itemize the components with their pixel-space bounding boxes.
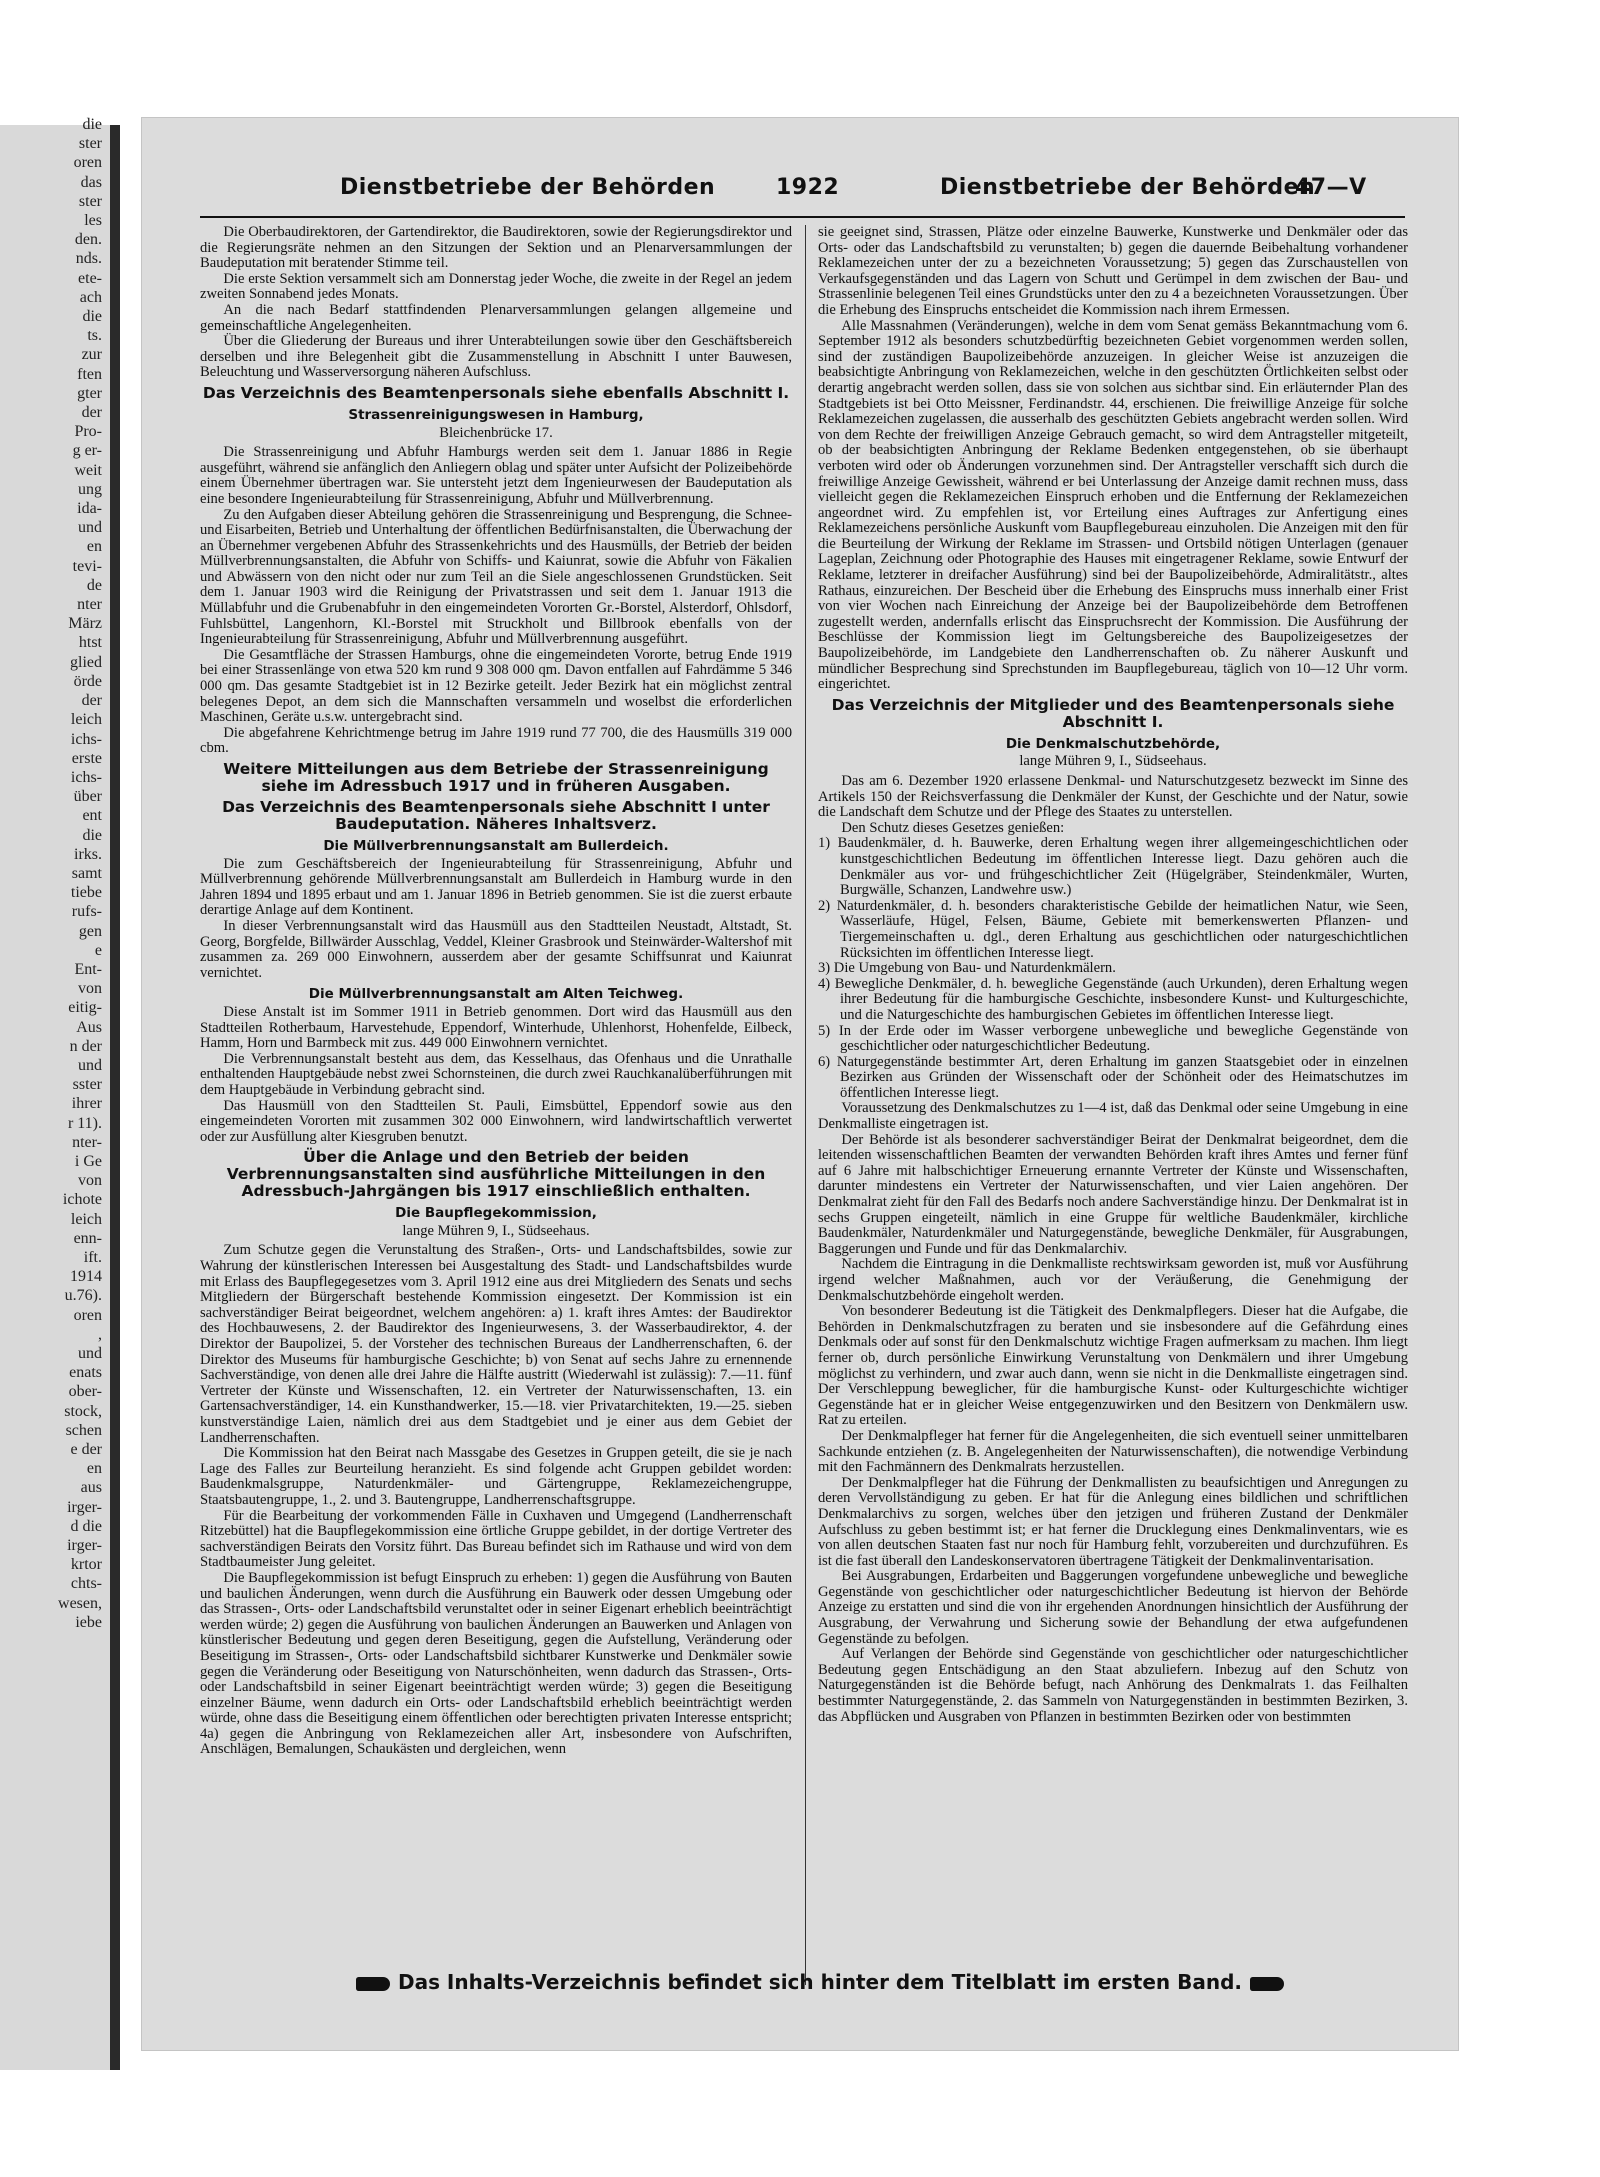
- margin-word: der: [81, 692, 102, 710]
- margin-word: von: [78, 1172, 102, 1190]
- paragraph: Der Denkmalpfleger hat ferner für die Angelegenheiten, die sich eventuell seiner unmittelbaren Sachkunde entziehen (z. B. Angelegenheiten der Naturwissenschaften), die notwendige Verbindung mit den Fachmännern des Denkmalrats herzustellen.: [818, 1427, 1408, 1476]
- paragraph: Die Baupflegekommission ist befugt Einspruch zu erheben: 1) gegen die Ausführung von Bauten und baulichen Änderungen, wenn durch die Ausführung ein Bauwerk oder dessen Umgebung oder das Strassen-, Orts- oder Landschaftsbild verunstaltet oder in seiner Eigenart erheblich beeinträchtigt werden würde; 2) gegen die Ausführung von baulichen Änderungen an Bauwerken und Anlagen von künstlerischer Bedeutung und gegen deren Beseitigung, gegen die Aufstellung, Veränderung oder Beseitigung im Strassen-, Orts- oder Landschaftsbild sichtbarer Kunstwerke und Denkmäler sowie gegen die Veränderung oder Beseitigung von Naturschönheiten, wenn dadurch das Strassen-, Orts- oder Landschaftsbild in seiner Eigenart beeinträchtigt werden würde; 3) gegen die Beseitigung einzelner Bäume, wenn dadurch ein Orts- oder Landschaftsbild erheblich beeinträchtigt werden würde, ohne dass die Beseitigung einem öffentlichen oder berechtigten privaten Interesse entspricht; 4a) gegen die Anbringung von Reklamezeichen aller Art, insbesondere von Aufschriften, Anschlägen, Bemalungen, Schaukästen und dergleichen, wenn: [200, 1569, 792, 1758]
- margin-word: sster: [72, 1076, 102, 1094]
- paragraph: Voraussetzung des Denkmalschutzes zu 1—4 ist, daß das Denkmal oder seine Umgebung in eine Denkmalliste eingetragen ist.: [818, 1100, 1408, 1133]
- margin-word: irks.: [74, 845, 102, 863]
- paragraph: Für die Bearbeitung der vorkommenden Fälle in Cuxhaven und Umgegend (Landherrenschaft Ritzebüttel) hat die Baupflegekommission eine örtliche Gruppe gebildet, in der dortige Vertreter des sachverständigen Beirats den Vorsitz führt. Das Bureau befindet sich im Rathause und wird von dem Stadtbaumeister Jung geleitet.: [200, 1507, 792, 1571]
- section-address: Bleichenbrücke 17.: [439, 424, 553, 441]
- margin-word: von: [78, 980, 102, 998]
- margin-word: Aus: [76, 1018, 102, 1036]
- margin-word: ster: [78, 192, 102, 210]
- right-column: [818, 225, 1408, 1985]
- margin-word: aus: [80, 1479, 102, 1497]
- margin-word: ift.: [83, 1248, 102, 1266]
- margin-word: stock,: [64, 1402, 102, 1420]
- paragraph: Über die Gliederung der Bureaus und ihrer Unterabteilungen sowie über den Geschäftsbereich derselben und ihre Belegenheit gibt die Zusammenstellung in Abschnitt I unter Bauwesen, Beleuchtung und Wasserversorgung näheren Aufschluss.: [200, 333, 792, 381]
- margin-word: schen: [65, 1421, 102, 1439]
- left-column: [200, 225, 792, 1985]
- margin-word: ften: [77, 365, 102, 383]
- margin-word: den.: [74, 231, 102, 249]
- margin-word: und: [78, 1056, 102, 1074]
- section-heading: Strassenreinigungswesen in Hamburg,: [348, 406, 644, 423]
- paragraph: Die Strassenreinigung und Abfuhr Hamburgs werden seit dem 1. Januar 1886 in Regie ausgeführt, während sie anfänglich den Anliegern oblag und später unter Aufsicht der Polizeibehörde einem Übernehmer übertragen war. Sie untersteht jetzt dem Ingenieurwesen der Baudeputation als eine besondere Ingenieurabteilung für Strassenreinigung, Abfuhr und Müllverbrennung.: [200, 444, 792, 507]
- margin-word: erste: [71, 749, 102, 767]
- section-address: lange Mühren 9, I., Südseehaus.: [1019, 753, 1207, 770]
- list-item: 3) Die Umgebung von Bau- und Naturdenkmälern.: [818, 960, 1116, 977]
- paragraph: Der Denkmalpfleger hat die Führung der Denkmallisten zu beaufsichtigen und Anregungen zu deren Vervollständigung zu geben. Er hat für die Anlegung eines bildlichen und schriftlichen Denkmalarchivs zu sorgen, welches über den jetzigen und früheren Zustand der Denkmäler Aufschluss zu geben bestimmt ist; er hat ferner die Drucklegung eines Denkmalinventars, wie es von allen deutschen Staaten fast nur noch für Hamburg fehlt, vorzubereiten und durchzuführen. Es ist die fast überall den Landeskonservatoren übertragene Tätigkeit der Denkmalinventarisation.: [818, 1474, 1408, 1569]
- margin-word: ida-: [77, 500, 102, 518]
- margin-word: ung: [78, 480, 102, 498]
- margin-word: tevi-: [72, 557, 102, 575]
- paragraph: Die Oberbaudirektoren, der Gartendirektor, die Baudirektoren, sowie der Regierungsdirektor und die Regierungsräte nehmen an den Sitzungen der Sektion und an Plenarversammlungen der Baudeputation mit beratender Stimme teil.: [200, 225, 792, 272]
- margin-word: gter: [77, 384, 102, 402]
- margin-word: u.76).: [64, 1287, 102, 1305]
- paragraph: Alle Massnahmen (Veränderungen), welche in dem vom Senat gemäss Bekanntmachung vom 6. September 1912 als besonders schutzbedürftig bezeichneten Gebiet vorgenommen werden sollen, sind der zuständigen Baupolizeibehörde anzuzeigen. In gleicher Weise ist anzuzeigen die beabsichtigte Anbringung von Reklamezeichen, welche in den geschützten Örtlichkeiten selbst oder derartig angebracht werden sollen, dass sie von solchen aus sichtbar sind. Ein erläuternder Plan des Stadtgebiets ist bei Otto Meissner, Ferdinandstr. 44, erschienen. Die freiwillige Anzeige für solche Reklamezeichen zugelassen, die ausserhalb des geschützten Gebiets angebracht werden sollen. Wird von dem Rechte der freiwilligen Anzeige Gebrauch gemacht, so wird dem Antragsteller mitgeteilt, ob der beabsichtigten Anbringung der Reklame Bedenken entgegenstehen, ob sie überhaupt verboten wird oder ob Änderungen vorzunehmen sind. Der Antragsteller verschafft sich durch die freiwillige Anzeige Gewissheit, während er bei Unterlassung der Anzeige damit rechnen muss, dass vielleicht gegen die Reklamezeichen Einspruch erhoben und die Entfernung der Reklamezeichen angeordnet wird. Zu empfehlen ist, vor Erteilung eines Auftrages zur Anfertigung eines Reklamezeichens persönliche Auskunft vom Baupflegebureau einzuholen. Die Anzeigen mit den für die Beurteilung der Wirkung der Reklame im Strassen- und Ortsbild nötigen Unterlagen (genauer Lageplan, Zeichnung oder Photographie des Hauses mit eingetragener Reklame, sowie Entwurf der Reklame, letzterer in dreifacher Ausführung) sind bei der Baupolizeibehörde, Admiralitätstr., altes Rathaus, einzureichen. Der Bescheid über die Erhebung des Einspruchs muss innerhalb einer Frist von vier Wochen nach Einreichung der Anzeige bei der Baupolizeibehörde dem Betroffenen zugestellt werden, andernfalls erlischt das Einspruchsrecht der Kommission. Die Ausführung der Beschlüsse der Kommission liegt im Geltungsbereiche des Baupolizeigesetzes der Baupolizeibehörde, im Landgebiete den Landherrenschaften ob. Zu näherer Auskunft und mündlicher Besprechung sind Sprechstunden im Baupflegebureau, täglich von 10—12 Uhr vorm. eingerichtet.: [818, 317, 1408, 693]
- list-item: 5) In der Erde oder im Wasser verborgene unbewegliche und bewegliche Gegenstände von geschichtlicher oder naturgeschichtlicher Bedeutung.: [818, 1022, 1408, 1055]
- header-left-title: Dienstbetriebe der Behörden: [340, 175, 716, 200]
- margin-word: irger-: [67, 1537, 102, 1555]
- paragraph: Die Gesamtfläche der Strassen Hamburgs, ohne die eingemeindeten Vororte, betrug Ende 1919 bei einer Strassenlänge von etwa 520 km rund 9 308 000 qm. Davon entfallen auf Fahrdämme 5 346 000 qm. Das gesamte Stadtgebiet ist in 12 Bezirke geteilt. Jeder Bezirk hat ein möglichst zentral belegenes Depot, an dem sich die Mannschaften versammeln und woselbst die erforderlichen Maschinen, Geräte u.s.w. untergebracht sind.: [200, 646, 792, 726]
- footer-text: Das Inhalts-Verzeichnis befindet sich hinter dem Titelblatt im ersten Band.: [397, 1970, 1243, 1994]
- margin-word: die: [82, 308, 102, 326]
- pointing-hand-icon: [1250, 1977, 1284, 1991]
- margin-word: irger-: [67, 1498, 102, 1516]
- margin-word: weit: [74, 461, 102, 479]
- header-rule: [200, 216, 1405, 218]
- margin-word: g er-: [72, 442, 102, 460]
- paragraph: Zu den Aufgaben dieser Abteilung gehören die Strassenreinigung und Besprengung, die Schnee- und Eisarbeiten, Betrieb und Unterhaltung der öffentlichen Bedürfnisanstalten, die Überwachung der an Übernehmer vergebenen Abfuhr des Strassenkehrichts und des Hausmülls, der Betrieb der beiden Müllverbrennungsanstalten, die Abfuhr von Schiffs- und Kaiunrat, sowie die Abfuhr von Fäkalien und Abwässern von den nicht oder nur zum Teil an die Siele angeschlossenen Grundstücken. Seit dem 1. Januar 1903 wird die Reinigung der Privatstrassen und seit dem 1. Januar 1913 die Müllabfuhr und die Grubenabfuhr in den eingemeindeten Vororten Gr.-Borstel, Alsterdorf, Ohlsdorf, Fuhlsbüttel, Langenhorn, Kl.-Borstel mit Struckholt und Billbrook ebenfalls von der Ingenieurabteilung für Strassenreinigung, Abfuhr und Müllverbrennung ausgeführt.: [200, 506, 792, 648]
- margin-word: nds.: [75, 250, 102, 268]
- protected-items-list: [818, 836, 1408, 1101]
- margin-word: die: [82, 826, 102, 844]
- margin-word: zur: [81, 346, 102, 364]
- margin-word: ichote: [62, 1191, 102, 1209]
- bold-notice: Weitere Mitteilungen aus dem Betriebe der Strassenreinigung siehe im Adressbuch 1917 und in früheren Ausgaben.: [223, 760, 769, 795]
- section-heading: Die Baupflegekommission,: [395, 1205, 597, 1222]
- paragraph: Der Behörde ist als besonderer sachverständiger Beirat der Denkmalrat beigeordnet, dem die leitenden wissenschaftlichen Beamten der verwandten Behörden kraft ihres Amtes und ferner fünf auf 6 Jahre mit halbschichtiger Erneuerung ernannte Vertreter der Künste und Wissenschaften, darunter mindestens ein Vertreter der Naturwissenschaften, und vier Laien angehören. Der Denkmalrat zieht für den Fall des Bedarfs noch andere Sachverständige hinzu. Der Denkmalrat ist in sechs Gruppen eingeteilt, nämlich in eine Gruppe für weltliche Baudenkmäler, kirchliche Baudenkmäler, Naturdenkmäler und Naturgegenstände, bewegliche Denkmäler, für Ausgrabungen, Baggerungen und Funde und für das Denkmalarchiv.: [818, 1131, 1408, 1257]
- margin-word: ihrer: [71, 1095, 102, 1113]
- paragraph: sie geeignet sind, Strassen, Plätze oder einzelne Bauwerke, Kunstwerke und Denkmäler oder das Orts- oder das Landschaftsbild zu verunstalten; b) gegen die dauernde Beibehaltung vorhandener Reklamezeichen unter der zu a bezeichneten Voraussetzung; 5) gegen das Zurschaustellen von Verkaufsgegenständen und das Lagern von Schutt und Gerümpel in dem zwischen der Bau- und Strassenlinie belegenen Teil eines Grundstücks unter den zu 4 a bezeichneten Voraussetzungen. Über die Erhebung des Einspruchs entscheidet die Kommission nach ihrem Ermessen.: [818, 225, 1408, 318]
- margin-word: wesen,: [58, 1594, 102, 1612]
- section-heading: Die Müllverbrennungsanstalt am Bullerdeich.: [323, 838, 669, 854]
- margin-word: eitig-: [68, 999, 102, 1017]
- margin-word: nter-: [72, 1133, 102, 1151]
- margin-word: n der: [69, 1037, 102, 1055]
- margin-word: htst: [78, 634, 102, 652]
- paragraph: Diese Anstalt ist im Sommer 1911 in Betrieb genommen. Dort wird das Hausmüll aus den Stadtteilen Rotherbaum, Harvestehude, Eppendorf, Winterhude, Uhlenhorst, Hohenfelde, Eilbeck, Hamm, Horn und Barmbeck mit zus. 449 000 Einwohnern vernichtet.: [200, 1003, 792, 1052]
- margin-word: über: [73, 788, 102, 806]
- section-heading: Die Denkmalschutzbehörde,: [1005, 735, 1221, 752]
- margin-word: ster: [78, 135, 102, 153]
- paragraph: An die nach Bedarf stattfindenden Plenarversammlungen gelangen allgemeine und gemeinschaftliche Angelegenheiten.: [200, 301, 792, 334]
- margin-word: Ent-: [74, 960, 102, 978]
- margin-word: Pro-: [74, 423, 102, 441]
- paragraph: Die erste Sektion versammelt sich am Donnerstag jeder Woche, die zweite in der Regel an jedem zweiten Sonnabend jedes Monats.: [200, 270, 792, 303]
- adjacent-page-margin-words: [2, 115, 102, 1632]
- list-item: 4) Bewegliche Denkmäler, d. h. bewegliche Gegenstände (auch Urkunden), deren Erhaltung wegen ihrer Bedeutung für die hamburgische Geschichte, insbesondere Kunst- und Kulturgeschichte, und die Naturgeschichte des hamburgischen Gebietes im öffentlichen Interesse liegt.: [818, 975, 1408, 1023]
- margin-word: d die: [70, 1517, 102, 1535]
- margin-word: ete-: [78, 269, 102, 287]
- paragraph: Bei Ausgrabungen, Erdarbeiten und Baggerungen vorgefundene unbewegliche und bewegliche Gegenstände von geschichtlicher oder naturgeschichtlicher Bedeutung ist hiervon der Behörde Anzeige zu erstatten und sind die von ihr ergehenden Anordnungen hinsichtlich der Ausführung der Ausgrabung, der Verwahrung und Sicherung sowie der Behandlung der etwa aufgefundenen Gegenstände zu befolgen.: [818, 1568, 1408, 1647]
- list-item: 2) Naturdenkmäler, d. h. besonders charakteristische Gebilde der heimatlichen Natur, wie Seen, Wasserläufe, Hügel, Felsen, Bäume, Gebiete mit bemerkenswerten Pflanzen- und Tiergemeinschaften u. dgl., deren Erhaltung aus geschichtlichen oder naturgeschichtlichen Rücksichten im öffentlichen Interesse liegt.: [818, 897, 1408, 961]
- margin-word: de: [86, 576, 102, 594]
- paragraph: Auf Verlangen der Behörde sind Gegenstände von geschichtlicher oder naturgeschichtlicher Bedeutung gegen Entschädigung an den Staat abzuliefern. Inbezug auf den Schutz von Naturgegenständen ist die Behörde befugt, nach Anhörung des Denkmalrats 1. das Feilhalten bestimmter Naturgegenstände, 2. das Sammeln von Naturgegenständen in bestimmten Bezirken, 3. das Abpflücken und Ausgraben von Pflanzen in bestimmten Bezirken oder von bestimmten: [818, 1646, 1408, 1725]
- footer-notice: [320, 1970, 1320, 1998]
- list-item: 6) Naturgegenstände bestimmter Art, deren Erhaltung im ganzen Staatsgebiet oder in einzelnen Bezirken aus Gründen der Wissenschaft oder der Schönheit oder des Heimatschutzes im öffentlichen Interesse liegt.: [818, 1053, 1408, 1101]
- paragraph: Die zum Geschäftsbereich der Ingenieurabteilung für Strassenreinigung, Abfuhr und Müllverbrennung gehörende Müllverbrennungsanstalt am Bullerdeich in Hamburg wurde in den Jahren 1894 und 1895 erbaut und am 1. Januar 1896 in Betrieb genommen. Sie ist die zuerst erbaute derartige Anlage auf dem Kontinent.: [200, 855, 792, 919]
- margin-word: les: [84, 212, 102, 230]
- margin-word: nter: [77, 596, 102, 614]
- paragraph: Den Schutz dieses Gesetzes genießen:: [841, 819, 1065, 836]
- margin-word: i Ge: [74, 1152, 102, 1170]
- margin-word: rufs-: [71, 903, 102, 921]
- margin-word: oren: [73, 1306, 102, 1324]
- section-heading: Die Müllverbrennungsanstalt am Alten Teichweg.: [308, 986, 684, 1003]
- paragraph: Die Verbrennungsanstalt besteht aus dem, das Kesselhaus, das Ofenhaus und die Unrathalle enthaltenden Hauptgebäude nebst zwei Schornsteinen, die durch zwei Rauchkanalüberführungen mit dem Hauptgebäude in Verbindung gebracht sind.: [200, 1050, 792, 1098]
- margin-word: e der: [70, 1441, 102, 1459]
- margin-word: leich: [70, 711, 102, 729]
- column-divider: [805, 225, 806, 1985]
- header-year: 1922: [776, 175, 840, 200]
- margin-word: ichs-: [70, 768, 102, 786]
- margin-word: März: [68, 615, 102, 633]
- margin-word: oren: [73, 154, 102, 172]
- pointing-hand-icon: [356, 1977, 390, 1991]
- margin-word: glied: [70, 653, 102, 671]
- margin-word: en: [86, 538, 102, 556]
- margin-word: das: [80, 173, 102, 191]
- margin-word: krtor: [70, 1556, 102, 1574]
- margin-word: ts.: [87, 327, 102, 345]
- margin-word: e: [94, 941, 102, 959]
- margin-word: tiebe: [70, 884, 102, 902]
- margin-word: örde: [73, 672, 102, 690]
- margin-word: enn-: [73, 1229, 102, 1247]
- paragraph: Nachdem die Eintragung in die Denkmalliste rechtswirksam geworden ist, muß vor Ausführung irgend welcher Maßnahmen, auch vor der Veräußerung, die Genehmigung der Denkmalschutzbehörde eingeholt werden.: [818, 1256, 1408, 1304]
- paragraph: Die abgefahrene Kehrichtmenge betrug im Jahre 1919 rund 77 700, die des Hausmülls 319 000 cbm.: [200, 724, 792, 757]
- margin-word: enats: [69, 1364, 102, 1382]
- header-right-title: Dienstbetriebe der Behörden: [940, 175, 1316, 200]
- margin-word: die: [82, 116, 102, 133]
- margin-word: und: [78, 519, 102, 537]
- section-address: lange Mühren 9, I., Südseehaus.: [402, 1222, 590, 1239]
- margin-word: en: [86, 1460, 102, 1478]
- paragraph: Von besonderer Bedeutung ist die Tätigkeit des Denkmalpflegers. Dieser hat die Aufgabe, die Behörden in Denkmalschutzfragen zu beraten und sie insbesondere auf die Gefährdung eines Denkmals oder auf sonst für den Denkmalschutz wichtige Fragen aufmerksam zu machen. Ihm liegt ferner ob, durch persönliche Einwirkung Verunstaltung von Denkmälern und ihrer Umgebung möglichst zu verhindern, und zwar auch dann, wenn sie nicht in die Denkmalliste eingetragen sind. Der Verschleppung beweglicher, für die hamburgische Kunst- oder Kulturgeschichte wichtiger Gegenstände hat er in gleicher Weise entgegenzuwirken und den Besitzern von Denkmälern usw. Rat zu erteilen.: [818, 1303, 1408, 1429]
- paragraph: Die Kommission hat den Beirat nach Massgabe des Gesetzes in Gruppen geteilt, die sie je nach Lage des Falles zur Beurteilung heranzieht. Es sind folgende acht Gruppen gebildet worden: Baudenkmalsgruppe, Naturdenkmäler- und Gärtengruppe, Reklamezeichengruppe, Staatsbautengruppe, 1., 2. und 3. Bautengruppe, Landherrenschaftsgruppe.: [200, 1445, 792, 1508]
- margin-word: ichs-: [70, 730, 102, 748]
- margin-word: ach: [79, 288, 102, 306]
- margin-word: chts-: [70, 1575, 102, 1593]
- header-page-number: 47—V: [1295, 175, 1367, 200]
- bold-notice: Über die Anlage und den Betrieb der beiden Verbrennungsanstalten sind ausführliche Mitteilungen in den Adressbuch-Jahrgängen bis 1917 einschließlich enthalten.: [226, 1148, 766, 1201]
- margin-word: ent: [82, 807, 102, 825]
- margin-word: 1914: [70, 1268, 102, 1286]
- paragraph: In dieser Verbrennungsanstalt wird das Hausmüll aus den Stadtteilen Neustadt, Altstadt, St. Georg, Borgfelde, Billwärder Ausschlag, Veddel, Kleiner Grasbrook und Steinwärder-Waltershof mit zusammen za. 269 000 Einwohnern, ausserdem aber der gesamte Schiffsunrat und Kaiunrat vernichtet.: [200, 917, 792, 981]
- bold-notice: Das Verzeichnis der Mitglieder und des Beamtenpersonals siehe Abschnitt I.: [831, 695, 1395, 731]
- margin-word: samt: [71, 864, 102, 882]
- margin-word: ober-: [68, 1383, 102, 1401]
- paragraph: Zum Schutze gegen die Verunstaltung des Straßen-, Orts- und Landschaftsbildes, sowie zur Wahrung der künstlerischen Interessen bei Ausgestaltung des Stadt- und Landschaftsbildes wurde mit Erlass des Baupflegegesetzes vom 3. April 1912 eine aus drei Mitgliedern des Senats und sechs Mitgliedern der Bürgerschaft bestehende Kommission eingesetzt. Der Kommission ist ein sachverständiger Beirat beigeordnet, welchem angehören: a) 1. kraft ihres Amtes: der Baudirektor des Hochbauwesens, 2. der Baudirektor des Ingenieurwesens, 3. der Wasserbaudirektor, 4. der Direktor der Baupolizei, 5. der Vorsteher des technischen Bureaus der Landherrenschaften, 6. der Direktor des Museums für hamburgische Geschichte; b) von Senat auf sechs Jahre zu ernennende Sachverständige, von denen alle drei Jahre die Hälfte austritt (Wiederwahl ist zulässig): 7.—11. fünf Vertreter der Künste und Wissenschaften, 12. ein Vertreter der Naturwissenschaften, 13. ein Gartensachverständiger, 14. ein Kunsthandwerker, 15.—18. vier Privatarchitekten, 19.—25. sieben kunstverständige Laien, nämlich drei aus dem Stadtgebiet und je einer aus dem Gebiet der Landherrenschaften.: [200, 1242, 792, 1446]
- list-item: 1) Baudenkmäler, d. h. Bauwerke, deren Erhaltung wegen ihrer allgemeingeschichtlichen oder kunstgeschichtlichen Bedeutung im öffentlichen Interesse liegt. Dazu gehören auch die Denkmäler aus vor- und frühgeschichtlicher Zeit (Hügelgräber, Steindenkmäler, Wurten, Burgwälle, Schanzen, Landwehre usw.): [818, 835, 1408, 899]
- adjacent-page-edge: [110, 125, 120, 2070]
- margin-word: r 11).: [67, 1114, 102, 1132]
- margin-word: iebe: [75, 1613, 102, 1631]
- bold-notice: Das Verzeichnis des Beamtenpersonals siehe Abschnitt I unter Baudeputation. Näheres Inhaltsverz.: [222, 798, 770, 833]
- margin-word: ,: [98, 1325, 102, 1343]
- paragraph: Das Hausmüll von den Stadtteilen St. Pauli, Eimsbüttel, Eppendorf sowie aus den eingemeindeten Vororten mit zusammen 302 000 Einwohnern, wird landwirtschaftlich verwertet oder zur Ausfüllung alter Kiesgruben benutzt.: [200, 1097, 792, 1145]
- page-header: [200, 175, 1405, 215]
- bold-notice: Das Verzeichnis des Beamtenpersonals siehe ebenfalls Abschnitt I.: [202, 383, 790, 402]
- margin-word: leich: [70, 1210, 102, 1228]
- margin-word: und: [78, 1345, 102, 1362]
- margin-word: gen: [78, 922, 102, 940]
- paragraph: Das am 6. Dezember 1920 erlassene Denkmal- und Naturschutzgesetz bezweckt im Sinne des Artikels 150 der Reichsverfassung die Denkmäler der Kunst, der Geschichte und der Natur, sowie die Landschaft dem Schutze und der Pflege des Staates zu unterstellen.: [818, 773, 1408, 821]
- margin-word: der: [81, 404, 102, 422]
